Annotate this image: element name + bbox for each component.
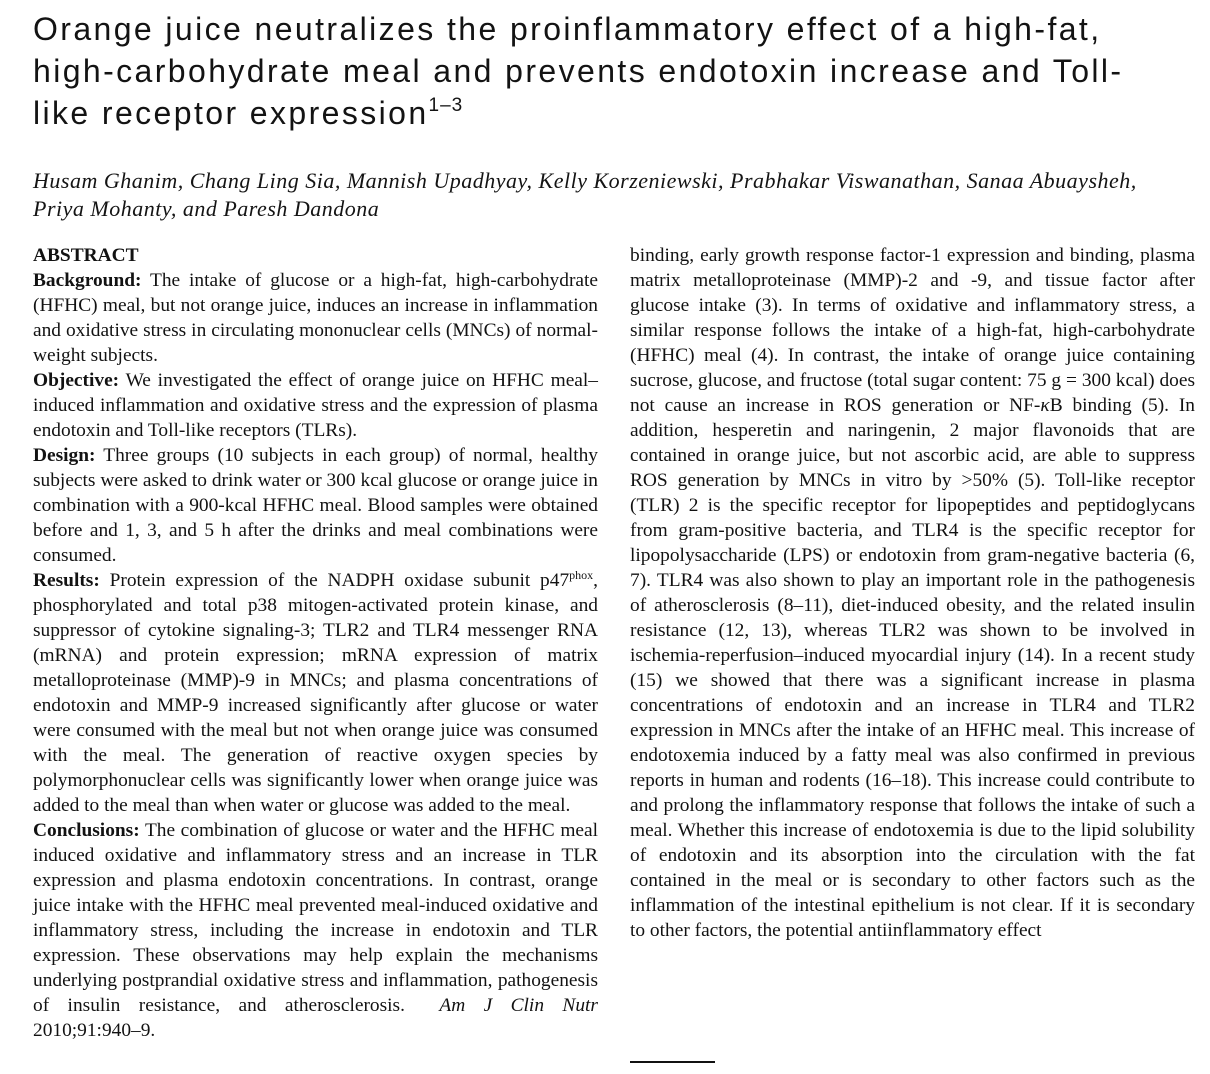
abstract-conclusions-paragraph <box>33 818 598 1043</box>
abstract-objective-label: Objective: <box>33 370 120 391</box>
abstract-background-paragraph <box>33 268 598 368</box>
abstract-objective-paragraph <box>33 368 598 443</box>
phox-superscript: phox <box>569 568 594 582</box>
citation-volume-pages: 2010;91:940–9. <box>33 1020 156 1041</box>
introduction-paragraph <box>630 243 1195 943</box>
abstract-conclusions-label: Conclusions: <box>33 820 140 841</box>
kappa-glyph: κ <box>1040 395 1050 416</box>
abstract-conclusions-text: The combination of glucose or water and the HFHC meal induced oxidative and inflammatory stress and an increase in TLR expression and plasma endotoxin concentrations. In contrast, orange juice intake with the HFHC meal prevented meal-induced oxidative and inflammatory stress, including the increase in endotoxin and TLR expression. These observations may help explain the mechanisms underlying postprandial oxidative stress and inflammation, pathogenesis of insulin resistance, and atherosclerosis. <box>33 820 599 1016</box>
abstract-column <box>33 243 598 1043</box>
title-footnote-marker: 1–3 <box>428 95 464 116</box>
introduction-column <box>630 243 1195 1043</box>
abstract-heading: ABSTRACT <box>33 245 139 266</box>
abstract-objective-text: We investigated the effect of orange juice on HFHC meal–induced inflammation and oxidative stress and the expression of plasma endotoxin and Toll-like receptors (TLRs). <box>33 370 598 441</box>
abstract-results-text-lead: Protein expression of the NADPH oxidase subunit p47 <box>109 570 570 591</box>
article-title <box>33 8 1158 134</box>
abstract-design-paragraph <box>33 443 598 568</box>
abstract-results-paragraph <box>33 568 598 818</box>
introduction-text-rest: B binding (5). In addition, hesperetin and naringenin, 2 major flavonoids that are contained in orange juice, but not ascorbic acid, are able to suppress ROS generation by MNCs in vitro by >50% (5). Toll-like receptor (TLR) 2 is the specific receptor for lipopeptides and peptidoglycans from gram-positive bacteria, and TLR4 is the specific receptor for lipopolysaccharide (LPS) or endotoxin from gram-negative bacteria (6, 7). TLR4 was also shown to play an important role in the pathogenesis of atherosclerosis (8–11), diet-induced obesity, and the related insulin resistance (12, 13), whereas TLR2 was shown to be involved in ischemia-reperfusion–induced myocardial injury (14). In a recent study (15) we showed that there was a significant increase in plasma concentrations of endotoxin and an increase in TLR4 and TLR2 expression in MNCs after the intake of an HFHC meal. This increase of endotoxemia induced by a fatty meal was also confirmed in previous reports in human and rodents (16–18). This increase could contribute to and prolong the inflammatory response that follows the intake of such a meal. Whether this increase of endotoxemia is due to the lipid solubility of endotoxin and its absorption into the circulation with the fat contained in the meal or is secondary to other factors such as the inflammation of the intestinal epithelium is not clear. If it is secondary to other factors, the potential antiinflammatory effect <box>630 395 1196 941</box>
abstract-background-text: The intake of glucose or a high-fat, high-carbohydrate (HFHC) meal, but not orange juice, induces an increase in inflammation and oxidative stress in circulating mononuclear cells (MNCs) of normal-weight subjects. <box>33 270 599 366</box>
article-authors: Husam Ghanim, Chang Ling Sia, Mannish Upadhyay, Kelly Korzeniewski, Prabhakar Viswanathan, Sanaa Abuaysheh, Priya Mohanty, and Paresh Dandona <box>33 168 1137 221</box>
abstract-design-label: Design: <box>33 445 96 466</box>
abstract-results-text-rest: , phosphorylated and total p38 mitogen-activated protein kinase, and suppressor of cytokine signaling-3; TLR2 and TLR4 messenger RNA (mRNA) and protein expression; mRNA expression of matrix metalloproteinase (MMP)-9 in MNCs; and plasma concentrations of endotoxin and MMP-9 increased significantly after glucose or water were consumed with the meal but not when orange juice was consumed with the meal. The generation of reactive oxygen species by polymorphonuclear cells was significantly lower when orange juice was added to the meal than when water or glucose was added to the meal. <box>33 570 598 816</box>
abstract-background-label: Background: <box>33 270 142 291</box>
abstract-design-text: Three groups (10 subjects in each group) of normal, healthy subjects were asked to drink water or 300 kcal glucose or orange juice in combination with a 900-kcal HFHC meal. Blood samples were obtained before and 1, 3, and 5 h after the drinks and meal combinations were consumed. <box>33 445 599 566</box>
article-title-text: Orange juice neutralizes the proinflammatory effect of a high-fat, high-carbohydrate meal and prevents endotoxin increase and Toll-like receptor expression <box>33 11 1124 131</box>
introduction-text-lead: binding, early growth response factor-1 expression and binding, plasma matrix metalloproteinase (MMP)-2 and -9, and tissue factor after glucose intake (3). In terms of oxidative and inflammatory stress, a similar response follows the intake of a high-fat, high-carbohydrate (HFHC) meal (4). In contrast, the intake of orange juice containing sucrose, glucose, and fructose (total sugar content: 75 g = 300 kcal) does not cause an increase in ROS generation or NF- <box>630 245 1195 416</box>
footnote-separator-rule <box>630 1061 715 1063</box>
two-column-body <box>33 243 1210 1043</box>
citation-journal-name: Am J Clin Nutr <box>439 995 598 1016</box>
abstract-results-label: Results: <box>33 570 100 591</box>
